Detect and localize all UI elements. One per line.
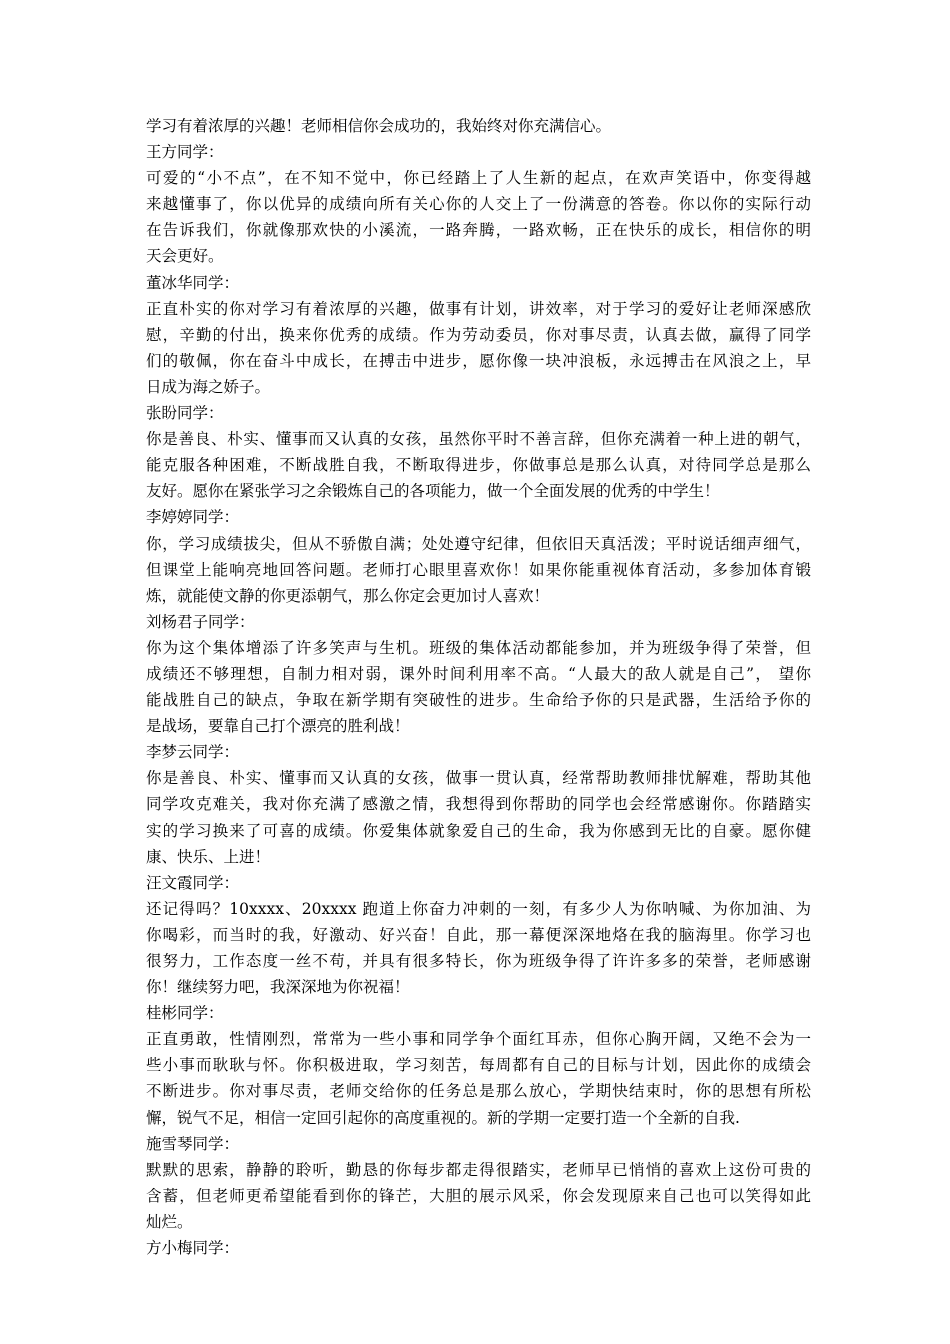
text-line: 来越懂事了，你以优异的成绩向所有关心你的人交上了一份满意的答卷。你以你的实际行动: [146, 195, 811, 214]
text-line: 你是善良、朴实、懂事而又认真的女孩，虽然你平时不善言辞，但你充满着一种上进的朝气，: [146, 430, 811, 449]
text-line: 还记得吗？10xxxx、20xxxx 跑道上你奋力冲刺的一刻，有多少人为你呐喊、为你加油、为: [146, 899, 811, 918]
text-line: 慰，辛勤的付出，换来你优秀的成绩。作为劳动委员，你对事尽责，认真去做，赢得了同学: [146, 325, 811, 344]
text-line: 是战场，要靠自己打个漂亮的胜利战！: [146, 717, 410, 736]
text-line: 在告诉我们，你就像那欢快的小溪流，一路奔腾，一路欢畅，正在快乐的成长，相信你的明: [146, 221, 811, 240]
text-line: 实的学习换来了可喜的成绩。你爱集体就象爱自己的生命，我为你感到无比的自豪。愿你健: [146, 821, 811, 840]
text-line: 学习有着浓厚的兴趣！老师相信你会成功的，我始终对你充满信心。: [146, 117, 612, 135]
text-line: 友好。愿你在紧张学习之余锻炼自己的各项能力，做一个全面发展的优秀的中学生！: [146, 482, 720, 501]
text-line: 成绩还不够理想，自制力相对弱，课外时间利用率不高。“人最大的敌人就是自己”， 望你: [146, 664, 811, 683]
text-line: 炼，就能使文静的你更添朝气，那么你定会更加讨人喜欢！: [146, 586, 550, 605]
text-line: 刘杨君子同学：: [146, 612, 255, 631]
text-line: 含蓄，但老师更希望能看到你的锋芒，大胆的展示风采，你会发现原来自己也可以笑得如此: [146, 1186, 811, 1205]
text-line: 你，学习成绩拔尖，但从不骄傲自满；处处遵守纪律，但依旧天真活泼；平时说话细声细气，: [146, 534, 811, 553]
text-line: 同学攻克难关，我对你充满了感激之情，我想得到你帮助的同学也会经常感谢你。你踏踏实: [146, 795, 811, 814]
text-line: 能战胜自己的缺点，争取在新学期有突破性的进步。生命给予你的只是武器，生活给予你的: [146, 691, 811, 710]
text-line: 正直朴实的你对学习有着浓厚的兴趣，做事有计划，讲效率，对于学习的爱好让老师深感欣: [146, 299, 811, 318]
text-line: 你喝彩，而当时的我，好激动、好兴奋！自此，那一幕便深深地烙在我的脑海里。你学习也: [146, 925, 811, 944]
text-line: 默默的思索，静静的聆听，勤恳的你每步都走得很踏实，老师早已悄悄的喜欢上这份可贵的: [146, 1160, 811, 1179]
text-line: 施雪琴同学：: [146, 1134, 240, 1153]
text-line: 日成为海之娇子。: [146, 377, 271, 396]
text-line: 天会更好。: [146, 247, 224, 266]
text-line: 懈，锐气不足，相信一定回引起你的高度重视的。新的学期一定要打造一个全新的自我.: [146, 1108, 740, 1127]
text-line: 们的敬佩，你在奋斗中成长，在搏击中进步，愿你像一块冲浪板，永远搏击在风浪之上，早: [146, 351, 811, 370]
text-line: 可爱的“小不点”，在不知不觉中，你已经踏上了人生新的起点，在欢声笑语中，你变得越: [146, 169, 811, 188]
text-line: 正直勇敢，性情刚烈，常常为一些小事和同学争个面红耳赤，但你心胸开阔，又绝不会为一: [146, 1030, 811, 1049]
text-line: 李梦云同学：: [146, 743, 240, 762]
text-line: 康、快乐、上进！: [146, 847, 271, 866]
text-line: 桂彬同学：: [146, 1004, 224, 1023]
text-line: 能克服各种困难，不断战胜自我，不断取得进步，你做事总是那么认真，对待同学总是那么: [146, 456, 811, 475]
text-line: 你为这个集体增添了许多笑声与生机。班级的集体活动都能参加，并为班级争得了荣誉，但: [146, 638, 811, 657]
text-line: 些小事而耿耿与怀。你积极进取，学习刻苦，每周都有自己的目标与计划，因此你的成绩会: [146, 1056, 811, 1075]
document-page: [146, 113, 811, 1261]
text-line: 很努力，工作态度一丝不苟，并具有很多特长，你为班级争得了许许多多的荣誉，老师感谢: [146, 952, 811, 970]
text-line: 张盼同学：: [146, 404, 224, 423]
text-line: 李婷婷同学：: [146, 508, 240, 527]
text-line: 你是善良、朴实、懂事而又认真的女孩，做事一贯认真，经常帮助教师排忧解难，帮助其他: [146, 769, 811, 788]
text-line: 但课堂上能响亮地回答问题。老师打心眼里喜欢你！如果你能重视体育活动，多参加体育锻: [146, 560, 811, 579]
text-line: 王方同学：: [146, 143, 224, 162]
text-line: 方小梅同学：: [146, 1239, 240, 1258]
text-line: 董冰华同学：: [146, 273, 240, 292]
text-line: 灿烂。: [146, 1212, 193, 1231]
text-line: 汪文霞同学：: [146, 873, 240, 892]
text-line: 你！继续努力吧，我深深地为你祝福！: [146, 978, 410, 997]
text-line: 不断进步。你对事尽责，老师交给你的任务总是那么放心，学期快结束时，你的思想有所松: [146, 1082, 811, 1101]
